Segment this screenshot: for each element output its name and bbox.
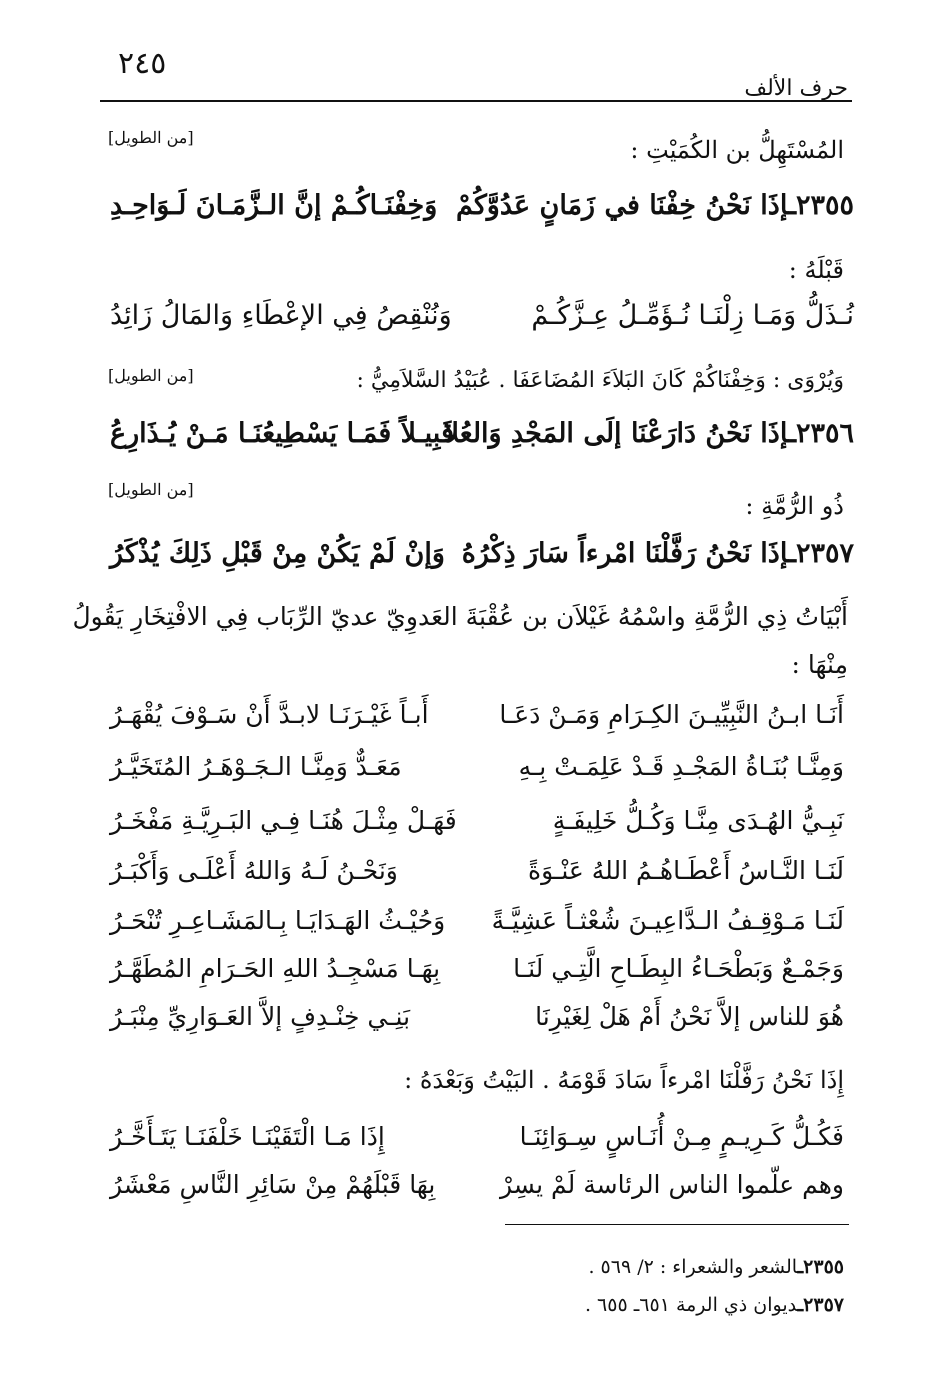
prose-line-1: أَبْيَاتُ ذِي الرُّمَّةِ واسْمُهُ غَيْلاَن بن عُقْبَةَ العَدوِيّ عديّ الرِّبَاب فِي الافْتِخَارِ يَقُولُ	[72, 602, 848, 631]
poem-verse	[100, 700, 844, 740]
footnote-rule	[505, 1224, 849, 1225]
verse-number: ٢٣٥٦ـ	[788, 418, 854, 449]
poem-verse	[100, 954, 844, 994]
poem-first-hemistich: لَنَـا النَّـاسُ أَعْطَـاهُـمُ اللهُ عَنْـوَةً	[528, 856, 844, 885]
entry-2355-verse	[100, 190, 854, 234]
poem-verse	[100, 856, 844, 896]
entry-2355-meter: [من الطويل]	[108, 128, 194, 147]
poem-first-hemistich: وهم علّموا الناس الرئاسة لَمْ يسِرْ	[500, 1170, 844, 1199]
entry-2357-intro: ذُو الرُّمَّةِ :	[745, 492, 844, 520]
verse-number: ٢٣٥٧ـ	[788, 538, 854, 569]
footnote-text: ديوان ذي الرمة ٦٥١ـ ٦٥٥ .	[584, 1294, 798, 1316]
verse-second-hemistich: وَخِفْنَـاكُـمْ إنَّ الـزَّمَـانَ لَـوَاحِـدِ	[110, 190, 438, 221]
hemistich-text: إذَا نَحْنُ خِفْنَا في زَمَانٍ عَدُوَّكُمْ	[455, 190, 789, 221]
chapter-title: حرف الألف	[744, 76, 848, 101]
poem-verse	[100, 752, 844, 792]
poem-second-hemistich: بِهَـا مَسْجِـدُ اللهِ الحَـرَامِ المُطَهَّـرُ	[110, 954, 441, 983]
poem-second-hemistich: وَنَحْـنُ لَـهُ وَاللهُ أَعْلَـى وَأَكْبَـرُ	[110, 856, 398, 885]
footnote-2357	[585, 1294, 844, 1316]
verse-first-hemistich	[444, 418, 854, 449]
poem-second-hemistich: مَعَـدٌّ وَمِنَّـا الـجَـوْهَـرُ المُتَخَيَّـرُ	[110, 752, 402, 781]
header-rule	[100, 100, 852, 102]
poem-first-hemistich: وَمِنَّـا بُنَـاةُ المَجْـدِ قَـدْ عَلِمَـتْ بِـهِ	[518, 752, 844, 781]
poem-verse	[100, 806, 844, 846]
before-first-hemistich: نُـذَلُّ وَمَـا زِلْنَـا نُـؤَمِّـلُ عِـزَّكُـمْ	[531, 300, 854, 331]
page-number: ٢٤٥	[118, 46, 167, 81]
entry-2355-intro: المُسْتَهِلُّ بن الكُمَيْتِ :	[630, 136, 844, 164]
hemistich-text: إذَا نَحْنُ دَارَعْنَا إلَى المَجْدِ وَالعُلا	[443, 418, 789, 449]
entry-2356-verse	[100, 418, 854, 462]
before-label: قَبْلَهُ :	[788, 256, 844, 284]
poem-verse	[100, 1170, 844, 1210]
entry-2356-meter: [من الطويل]	[108, 366, 194, 385]
prose-line-2: مِنْهَا :	[791, 650, 848, 679]
before-verse	[100, 300, 854, 344]
poem-verse	[100, 1002, 844, 1042]
poem-first-hemistich: هُوَ للناس إلاَّ نَحْنُ أَمْ هَلْ لِغَيْرِنَا	[535, 1002, 844, 1031]
poem-first-hemistich: وَجَمْـعٌ وَبَطْحَـاءُ البِطَـاحِ الَّتِـي لَنَـا	[513, 954, 844, 983]
footnote-number: ٢٣٥٥ـ	[797, 1256, 844, 1278]
poem-first-hemistich: لَنَـا مَـوْقِـفُ الـدَّاعِيـنَ شُعْثـاً عَشِيَّـةً	[491, 906, 844, 935]
poem-second-hemistich: إِذَا مَـا الْتَقَيْنَـا خَلْفَنَـا يَتَـأَخَّـرُ	[110, 1122, 385, 1151]
poem-second-hemistich: وَحُيْـثُ الهَـدَايَـا بِـالمَشَـاعِـرِ تُنْحَـرُ	[110, 906, 446, 935]
footnote-text: الشعر والشعراء : ٢/ ٥٦٩ .	[588, 1256, 798, 1278]
poem-second-hemistich: أَبـاً غَيْـرَنَـا لابـدَّ أَنْ سَـوْفَ يُقْهَـرُ	[110, 700, 429, 729]
verse-first-hemistich	[462, 538, 854, 569]
verse-second-hemistich: قَبِيـلاً فَمَـا يَسْطِيعُنَـا مَـنْ يُـذَارِعُ	[110, 418, 454, 449]
verse-number: ٢٣٥٥ـ	[788, 190, 854, 221]
verse-first-hemistich	[456, 190, 854, 221]
poem-verse	[100, 1122, 844, 1162]
hemistich-text: إذَا نَحْنُ رَفَّلْنَا امْرءاً سَارَ ذِكْرُهُ	[461, 538, 789, 569]
after-intro: إِذَا نَحْنُ رَفَّلْنَا امْرءاً سَادَ قَوْمَهُ . البَيْتُ وَبَعْدَهُ :	[404, 1066, 844, 1094]
poem-first-hemistich: فَكُـلُّ كَـرِيـمٍ مِـنْ أُنَـاسٍ سِـوَائِنَـا	[519, 1122, 844, 1151]
poem-verse	[100, 906, 844, 946]
poem-first-hemistich: نَبِـيُّ الهُـدَى مِنَّـا وَكُـلُّ خَلِيفَـةٍ	[552, 806, 844, 835]
verse-second-hemistich: وَإنْ لَمْ يَكُنْ مِنْ قَبْلِ ذَلِكَ يُذْكَرُ	[110, 538, 445, 569]
entry-2357-verse	[100, 538, 854, 582]
before-second-hemistich: وَنُنْقِصُ فِي الإعْطَاءِ وَالمَالُ زَائِدُ	[110, 300, 452, 331]
footnote-2355	[588, 1256, 844, 1278]
poem-second-hemistich: بَنِـي خِنْـدِفٍ إلاَّ العَـوَارِيِّ مِنْبَـرُ	[110, 1002, 411, 1031]
poem-first-hemistich: أَنَـا ابـنُ النَّبِيِّيـنَ الكِـرَامِ وَمَـنْ دَعَـا	[499, 700, 844, 729]
variant-line: وَيُرْوَى : وَخِفْنَاكُمْ كَانَ البَلاَءَ المُضَاعَفَا . عُبَيْدُ السَّلاَمِيُّ :	[356, 368, 844, 393]
entry-2357-meter: [من الطويل]	[108, 480, 194, 499]
poem-second-hemistich: فَهَـلْ مِثْـلَ هُنَـا فِـي البَـرِيَّـةِ مَفْخَـرُ	[110, 806, 457, 835]
footnote-number: ٢٣٥٧ـ	[797, 1294, 844, 1316]
poem-second-hemistich: بِهَا قَبْلَهُمْ مِنْ سَائِرِ النَّاسِ مَعْشَرُ	[110, 1170, 436, 1199]
